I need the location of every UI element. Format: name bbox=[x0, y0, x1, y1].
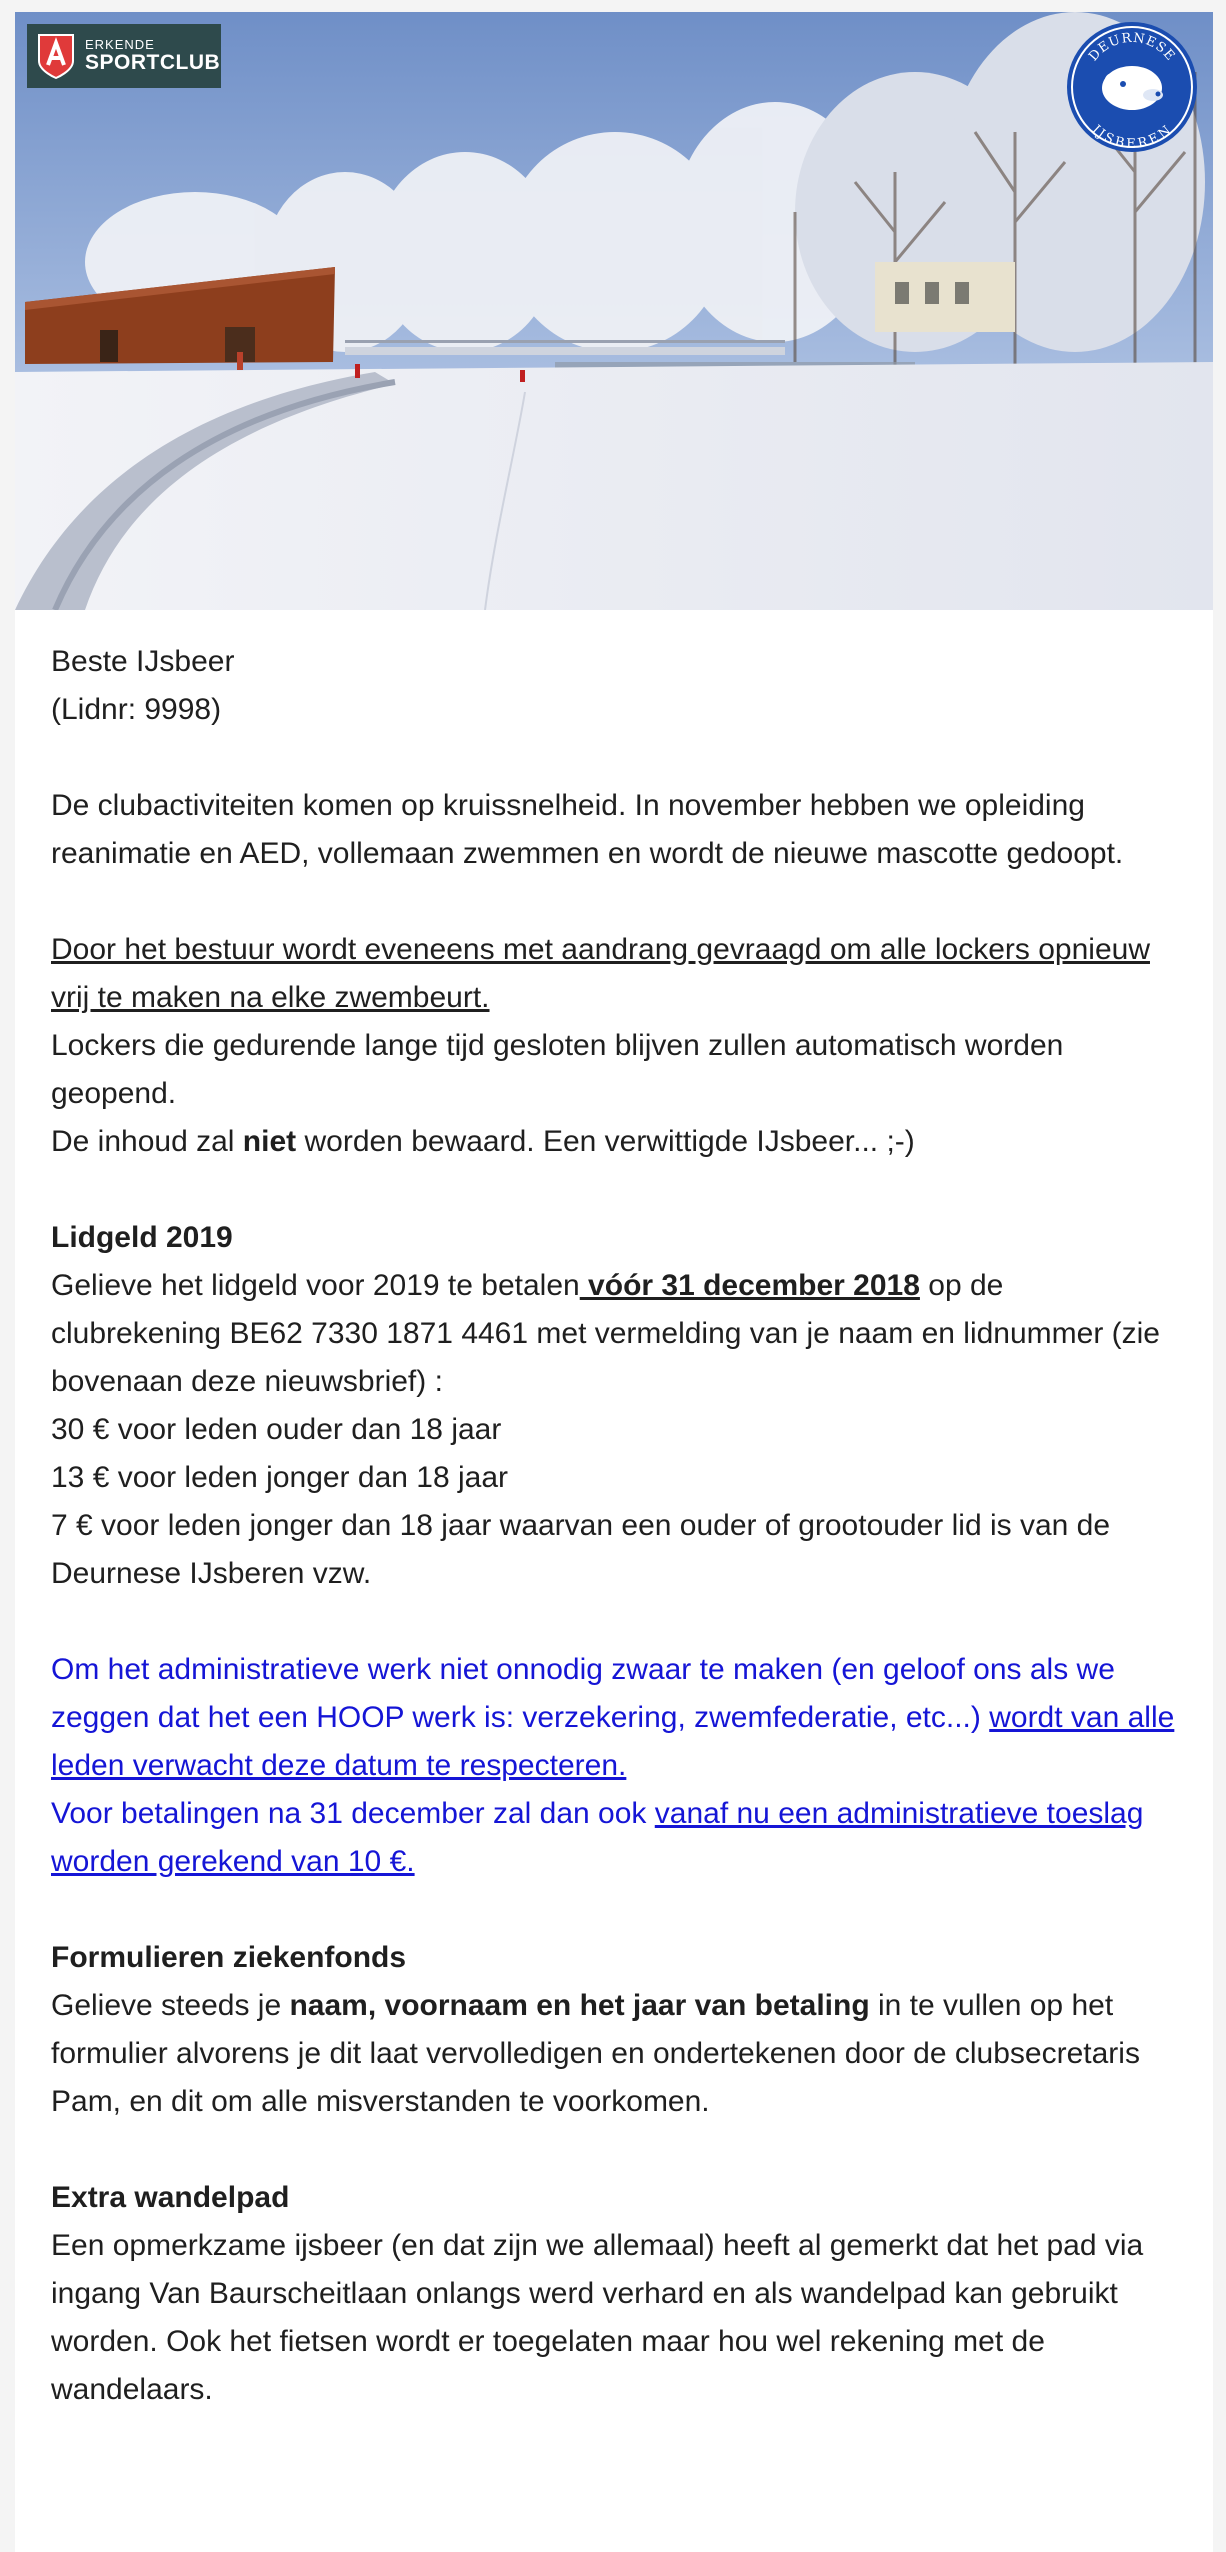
lockers-auto-open-text: Lockers die gedurende lange tijd gesloten blijven zullen automatisch worden geopend. bbox=[51, 1029, 1064, 1110]
ziekenfonds-text-pre: Gelieve steeds je bbox=[51, 1989, 290, 2022]
fee-adult: 30 € voor leden ouder dan 18 jaar bbox=[51, 1413, 502, 1446]
fee-youth: 13 € voor leden jonger dan 18 jaar bbox=[51, 1461, 509, 1494]
erkende-sportclub-badge bbox=[27, 24, 221, 88]
ziekenfonds-text-post: in te vullen op het formulier alvorens je dit laat vervolledigen en ondertekenen door de clubsecretaris Pam, en dit om alle misverstanden te voorkomen. bbox=[51, 1989, 1140, 2118]
admin-notice-text: Om het administratieve werk niet onnodig zwaar te maken (en geloof ons als we zeggen dat het een HOOP werk is: verzekering, zwemfederatie, etc...) bbox=[51, 1653, 1115, 1734]
lockers-contents-text bbox=[51, 1118, 1177, 1166]
wandelpad-heading: Extra wandelpad bbox=[51, 2181, 290, 2214]
logo-top-text: DEURNESE bbox=[1086, 30, 1178, 65]
admin-notice-paragraph bbox=[51, 1646, 1177, 1790]
winter-pool-photo bbox=[15, 12, 1213, 610]
surcharge-text: Voor betalingen na 31 december zal dan ook bbox=[51, 1797, 655, 1830]
lidgeld-text-pre: Gelieve het lidgeld voor 2019 te betalen bbox=[51, 1269, 580, 1302]
member-number: (Lidnr: 9998) bbox=[51, 693, 222, 726]
wandelpad-paragraph: Een opmerkzame ijsbeer (en dat zijn we allemaal) heeft al gemerkt dat het pad via ingang Van Baurscheitlaan onlangs werd verhard en als wandelpad kan gebruikt worden. Ook het fietsen wordt er toegelaten maar hou wel rekening met de wandelaars. bbox=[51, 2229, 1144, 2406]
lidgeld-text-post: op de clubrekening BE62 7330 1871 4461 met vermelding van je naam en lidnummer (zie bovenaan deze nieuwsbrief) : bbox=[51, 1269, 1160, 1398]
badge-small-text: ERKENDE bbox=[85, 37, 155, 53]
intro-paragraph: De clubactiviteiten komen op kruissnelheid. In november hebben we opleiding reanimatie en AED, vollemaan zwemmen en wordt de nieuwe mascotte gedoopt. bbox=[51, 789, 1124, 870]
lockers-contents-pre: De inhoud zal bbox=[51, 1125, 243, 1158]
ziekenfonds-heading: Formulieren ziekenfonds bbox=[51, 1941, 407, 1974]
fee-youth-family: 7 € voor leden jonger dan 18 jaar waarvan een ouder of grootouder lid is van de Deurnese IJsberen vzw. bbox=[51, 1509, 1111, 1590]
surcharge-underlined: vanaf nu een administratieve toeslag worden gerekend van 10 €. bbox=[51, 1797, 1144, 1878]
lockers-contents-post: worden bewaard. Een verwittigde IJsbeer... ;-) bbox=[296, 1125, 915, 1158]
badge-big-text: SPORTCLUB bbox=[85, 50, 221, 74]
newsletter-body bbox=[15, 610, 1213, 2414]
newsletter-page bbox=[15, 12, 1213, 2552]
ziekenfonds-text-bold: naam, voornaam en het jaar van betaling bbox=[289, 1989, 870, 2022]
deurnese-ijsberen-logo bbox=[1065, 20, 1199, 154]
greeting-line: Beste IJsbeer bbox=[51, 645, 235, 678]
sporting-shield-icon bbox=[37, 33, 75, 79]
lockers-contents-bold: niet bbox=[242, 1125, 297, 1158]
surcharge-paragraph bbox=[51, 1790, 1177, 1886]
hero-banner-image bbox=[15, 12, 1213, 610]
admin-notice-underlined: wordt van alle leden verwacht deze datum te respecteren. bbox=[51, 1701, 1175, 1782]
lidgeld-heading: Lidgeld 2019 bbox=[51, 1221, 233, 1254]
lidgeld-deadline: vóór 31 december 2018 bbox=[579, 1269, 920, 1302]
lidgeld-paragraph bbox=[51, 1262, 1177, 1406]
lockers-section bbox=[51, 926, 1177, 1022]
lockers-request-text: Door het bestuur wordt eveneens met aandrang gevraagd om alle lockers opnieuw vrij te maken na elke zwembeurt. bbox=[51, 933, 1150, 1014]
logo-bottom-text: IJSBEREN bbox=[1088, 122, 1175, 152]
ziekenfonds-paragraph bbox=[51, 1982, 1177, 2126]
